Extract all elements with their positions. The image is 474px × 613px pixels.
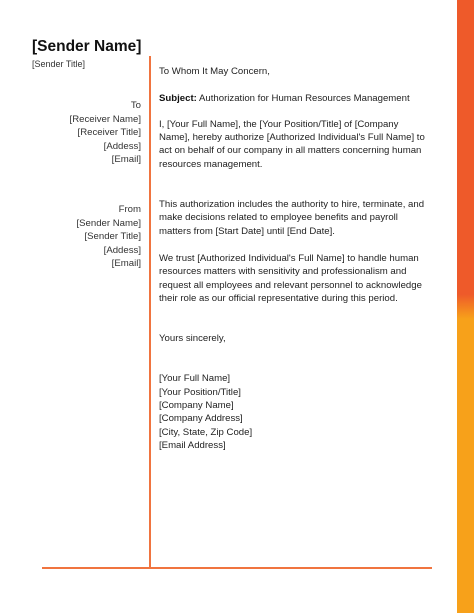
signature-block xyxy=(159,372,431,452)
paragraph-authorization: I, [Your Full Name], the [Your Position/Title] of [Company Name], hereby authorize [Authorized Individual's Full Name] to act on behalf of our company in all matters concerning human resources management. xyxy=(159,118,425,170)
salutation: To Whom It May Concern, xyxy=(159,66,270,77)
signature-email: [Email Address] xyxy=(159,439,226,451)
footer-divider xyxy=(42,567,432,569)
sender-block-title: [Sender Title] xyxy=(84,231,141,242)
signature-company-address: [Company Address] xyxy=(159,413,243,425)
paragraph-scope: This authorization includes the authority to hire, terminate, and make decisions related to employee benefits and payroll matters from [Start Date] until [End Date]. xyxy=(159,199,425,237)
closing: Yours sincerely, xyxy=(159,333,226,345)
signature-company: [Company Name] xyxy=(159,400,234,412)
recipient-title: [Receiver Title] xyxy=(77,127,141,138)
sender-title: [Sender Title] xyxy=(32,59,86,69)
paragraph-trust: We trust [Authorized Individual's Full Name] to handle human resources matters with sensitivity and professionalism and request all employees and relevant personnel to acknowledge their role as our official representative during this period. xyxy=(159,252,422,304)
signature-name: [Your Full Name] xyxy=(159,373,231,385)
recipient-email: [Email] xyxy=(111,154,141,165)
subject-line xyxy=(159,92,431,105)
subject-label: Subject: xyxy=(159,92,197,104)
sender-heading: From xyxy=(118,204,141,215)
letter-body xyxy=(159,65,431,452)
recipient-block xyxy=(21,99,141,167)
signature-city-state-zip: [City, State, Zip Code] xyxy=(159,426,253,438)
signature-position: [Your Position/Title] xyxy=(159,386,241,398)
sender-block-address: [Addess] xyxy=(103,244,141,256)
sender-block-name: [Sender Name] xyxy=(76,217,141,229)
recipient-address: [Addess] xyxy=(103,140,141,152)
recipient-heading: To xyxy=(130,100,141,111)
sender-name-heading: [Sender Name] xyxy=(32,38,142,55)
accent-side-bar xyxy=(457,0,474,613)
sender-block-email: [Email] xyxy=(111,258,141,269)
recipient-name: [Receiver Name] xyxy=(69,113,141,125)
subject-text: Authorization for Human Resources Management xyxy=(196,92,410,104)
sender-block xyxy=(21,203,141,271)
vertical-divider xyxy=(149,56,151,567)
